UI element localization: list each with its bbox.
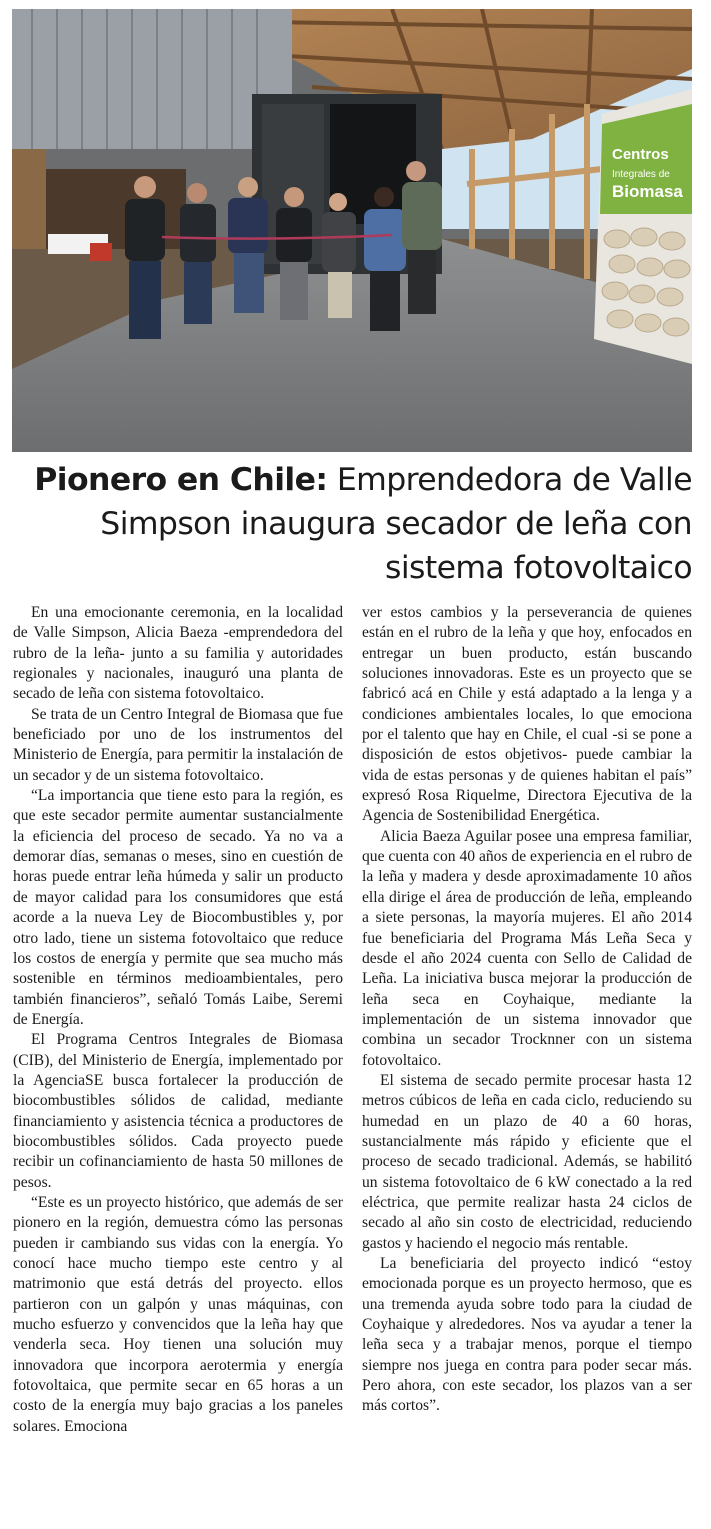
paragraph: Alicia Baeza Aguilar posee una empresa familiar, que cuenta con 40 años de experiencia en el rubro de la leña y madera y desde aproximadamente 10 años ella dirige el área de producción de leña, empleando a siete personas, la mayoría mujeres. El año 2014 fue beneficiaria del Programa Más Leña Seca y desde el año 2024 cuenta con Sello de Calidad de Leña. La iniciativa busca mejorar la producción de leña seca en Coyhaique, mediante la implementación de un sistema innovador que combina un secador Trocknner con un sistema fotovoltaico. <box>362 827 692 1069</box>
paragraph: El Programa Centros Integrales de Biomasa (CIB), del Ministerio de Energía, implementado por la AgenciaSE busca fortalecer la producción de biocombustibles sólidos de calidad, mediante financiamiento y asistencia técnica a productores de biocombustibles sólidos. Cada proyecto puede recibir un cofinanciamiento de hasta 50 millones de pesos. <box>13 1031 343 1191</box>
headline-text: Emprendedora de Valle Simpson inaugura secador de leña con sistema fotovoltaico <box>100 462 692 586</box>
paragraph: La beneficiaria del proyecto indicó “estoy emocionada porque es un proyecto hermoso, que es una tremenda ayuda sobre todo para la ciudad de Coyhaique y alrededores. Nos va ayudar a tener la leña seca y a trabajar menos, porque el tiempo siempre nos juega en contra para poder secar más. Pero ahora, con este secador, los plazos van a ser más cortos”. <box>362 1255 692 1415</box>
wood-post <box>12 149 46 249</box>
article-headline <box>14 458 692 590</box>
paragraph: “Este es un proyecto histórico, que además de ser pionero en la región, demuestra cómo las personas pueden ir cambiando sus vidas con la energía. Yo conocí hace mucho tiempo este centro y al matrimonio que está detrás del proyecto. ellos partieron con un galpón y unas máquinas, con mucho esfuerzo y convencidos que la leña hay que venderla seca. Hoy tienen una solución muy innovadora que incorpora aerotermia y energía fotovoltaica, que permite secar en 65 horas a un costo de la energía muy bajo gracias a los paneles solares. Emociona <box>13 1193 343 1435</box>
paragraph: El sistema de secado permite procesar hasta 12 metros cúbicos de leña en cada ciclo, reduciendo su humedad en un plazo de 40 a 60 horas, sustancialmente más rápido y eficiente que el proceso de secado tradicional. Además, se habilitó un sistema fotovoltaico de 6 kW conectado a la red eléctrica, que permite realizar hasta 24 ciclos de secado al año sin costo de electricidad, reduciendo gastos y haciendo el negocio más rentable. <box>362 1071 692 1252</box>
metal-wall <box>12 9 292 149</box>
red-cooler <box>90 243 112 261</box>
article-photo <box>12 9 692 452</box>
left-column <box>13 603 343 1437</box>
banner-biomasa: Biomasa <box>612 182 683 201</box>
banner-subtitle: Integrales de <box>612 169 670 180</box>
paragraph: “La importancia que tiene esto para la región, es que este secador permite aumentar sustancialmente la eficiencia del proceso de secado. Ya no va a demorar días, semanas o meses, sino en cuestión de horas puede entrar leña húmeda y salir un producto de mayor calidad para los consumidores que está acorde a la nueva Ley de Biocombustibles y, por otro lado, tiene un sistema fotovoltaico que reduce los costos de energía y permite que sea mucho más sostenible en términos medioambientales, pero también financieros”, señaló Tomás Laibe, Seremi de Energía. <box>13 787 343 1028</box>
biomass-banner <box>594 89 692 364</box>
paragraph: En una emocionante ceremonia, en la localidad de Valle Simpson, Alicia Baeza -emprendedora del rubro de la leña- junto a su familia y autoridades regionales y nacionales, inauguró una planta de secado de leña con sistema fotovoltaico. <box>13 604 343 703</box>
paragraph-continuation: ver estos cambios y la perseverancia de quienes están en el rubro de la leña y que hoy, enfocados en entregar un buen producto, están buscando soluciones innovadoras. Este es un proyecto que se fabricó acá en Chile y está adaptado a la lenga y a condiciones ambientales locales, lo que emociona por el talento que hay en Chile, el cual -si se pone a disposición de estos objetivos- puede cambiar la vida de estas personas y de quienes habitan el país” expresó Rosa Riquelme, Directora Ejecutiva de la Agencia de Sostenibilidad Energética. <box>362 604 692 825</box>
banner-title: Centros <box>612 146 669 163</box>
right-column <box>362 603 692 1417</box>
headline-kicker: Pionero en Chile: <box>34 462 328 498</box>
paragraph: Se trata de un Centro Integral de Biomasa que fue beneficiado por uno de los instrumentos del Ministerio de Energía, para permitir la instalación de un secador y de un sistema fotovoltaico. <box>13 705 343 784</box>
